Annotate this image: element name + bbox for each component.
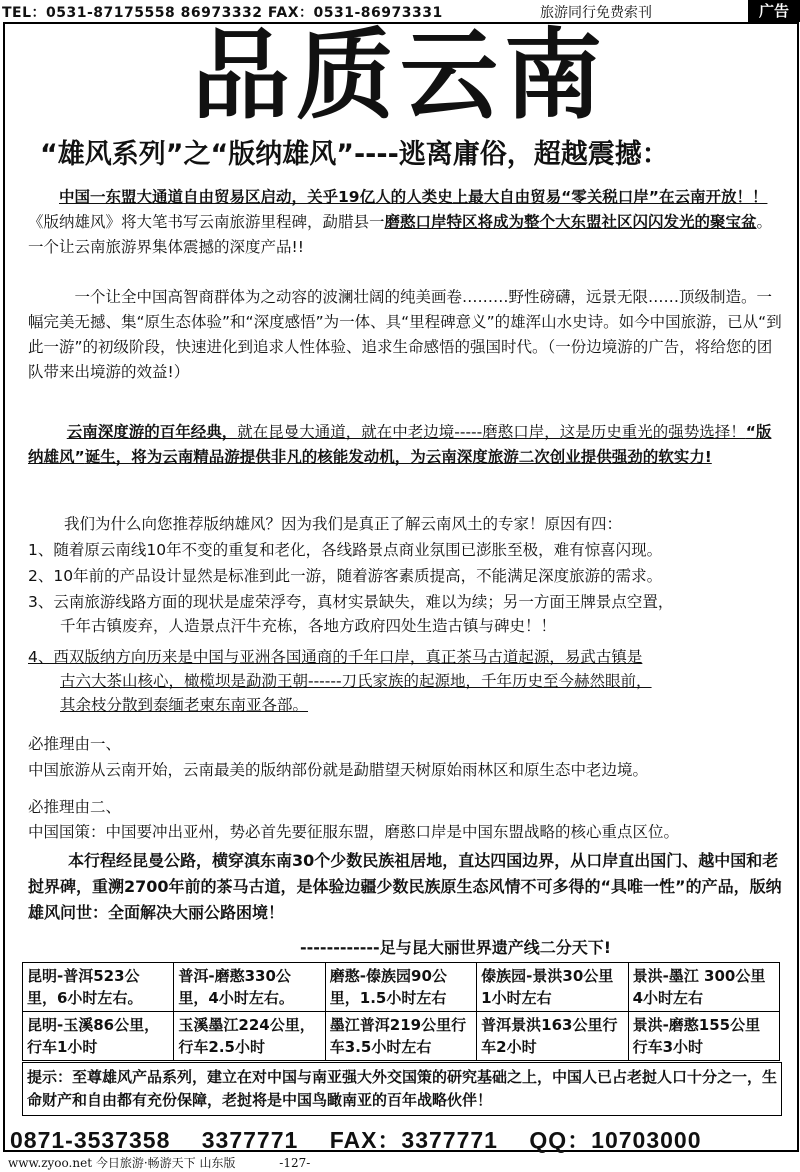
reason-3a: 3、云南旅游线路方面的现状是虚荣浮夸，真材实景缺失，难以为续；另一方面王牌景点空置，: [28, 593, 674, 611]
contact-fax: FAX：3377771: [329, 1127, 498, 1153]
page-number: -127-: [279, 1156, 311, 1170]
route-cell: 景洪-磨憨155公里行车3小时: [628, 1012, 779, 1061]
must-reason-1-text: 中国旅游从云南开始，云南最美的版纳部份就是勐腊望天树原始雨林区和原生态中老边境。: [28, 761, 649, 779]
ad-badge: 广告: [748, 0, 800, 22]
header-tel: TEL：0531-87175558 86973332 FAX：0531-86973331: [2, 5, 443, 21]
reason-3b: 千年古镇废弃，人造景点汗牛充栋，各地方政府四处生造古镇与碑史！！: [60, 617, 557, 635]
classic-p4: 诞生，将为云南精品游提供非凡的核能发动机，为云南深度旅游二次创业提供强劲的软实力!: [84, 448, 712, 466]
vision-p1: 一个让全中国高智商群体为之动容的波澜壮阔的纯美画卷………野性磅礴，远景无限……顶级制造。一幅完美无撼、集“原生态体验”和“深度感悟”为一体、具“里程碑意义”的雄浑山水史诗。如今中国旅游，已从“到此一游”的初级阶段，快速进化到追求人性体验、追求生命感悟的强国时代。: [28, 288, 782, 356]
route-cell: 普洱-磨憨330公里，4小时左右。: [174, 963, 325, 1012]
contact-phone-1: 0871-3537358: [10, 1127, 171, 1153]
contact-phone-2: 3377771: [201, 1127, 299, 1153]
footer-text: www.zyoo.net 今日旅游·畅游天下 山东版: [8, 1156, 236, 1170]
vision-paragraph: [28, 285, 784, 385]
classic-p2: 就在昆曼大通道，就在中老边境-----磨憨口岸，这是历史重光的强势选择！: [237, 423, 746, 441]
reason-1: 1、随着原云南线10年不变的重复和老化，各线路景点商业氛围已澎胀至极，难有惊喜闪现。: [28, 541, 663, 559]
route-cell: 墨江普洱219公里行车3.5小时左右: [325, 1012, 476, 1061]
route-table: [22, 962, 780, 1061]
must-reason-1-title: 必推理由一、: [28, 735, 122, 753]
intro-p2: 《版纳雄风》将大笔书写云南旅游里程碑，勐腊县一: [28, 213, 385, 231]
route-cell: 昆明-普洱523公里，6小时左右。: [23, 963, 174, 1012]
classic-paragraph: [28, 420, 784, 470]
subtitle: “雄风系列”之“版纳雄风”----逃离庸俗，超越震撼：: [40, 139, 669, 170]
classic-p1: 云南深度游的百年经典，: [66, 423, 238, 441]
table-row: [23, 963, 780, 1012]
route-summary: [28, 848, 784, 926]
route-summary-text: 本行程经昆曼公路，横穿滇东南30个少数民族祖居地，直达四国边界，从口岸直出国门、越中国和老挝界碑，重溯2700年前的茶马古道，是体验边疆少数民族原生态风情不可多得的“具唯一性”的产品，版纳雄风问世：全面解决大丽公路困境！: [28, 851, 782, 922]
reason-4b: 古六大茶山核心，橄榄坝是勐泐王朝------刀氏家族的起源地，千年历史至今赫然眼前，: [60, 672, 652, 690]
contact-line: [10, 1122, 790, 1155]
route-cell: 傣族园-景洪30公里1小时左右: [477, 963, 628, 1012]
route-cell: 昆明-玉溪86公里，行车1小时: [23, 1012, 174, 1061]
reason-2: 2、10年前的产品设计显然是标准到此一游，随着游客素质提高，不能满足深度旅游的需求。: [28, 567, 663, 585]
reason-4a: 4、西双版纳方向历来是中国与亚洲各国通商的千年口岸，真正茶马古道起源，易武古镇是: [28, 648, 643, 666]
intro-p3: 磨憨口岸特区将成为整个大东盟社区闪闪发光的聚宝盆: [384, 213, 757, 231]
contact-qq: QQ：10703000: [529, 1127, 702, 1153]
headline: 品质云南: [191, 19, 608, 133]
reasons-intro: 我们为什么向您推荐版纳雄风？因为我们是真正了解云南风土的专家！原因有四：: [64, 515, 623, 533]
route-cell: 磨憨-傣族园90公里，1.5小时左右: [325, 963, 476, 1012]
table-row: [23, 1012, 780, 1061]
intro-paragraph: [28, 185, 784, 260]
footer: [8, 1154, 310, 1171]
tagline: ------------足与昆大丽世界遗产线二分天下!: [300, 938, 611, 957]
route-cell: 玉溪墨江224公里，行车2.5小时: [174, 1012, 325, 1061]
must-reason-2-title: 必推理由二、: [28, 798, 122, 816]
route-cell: 景洪-墨江 300公里4小时左右: [628, 963, 779, 1012]
classic-p3: “版纳雄风”: [28, 423, 772, 466]
header-publication: 旅游同行免费索刊: [540, 5, 652, 21]
must-reason-2-text: 中国国策：中国要冲出亚州，势必首先要征服东盟，磨憨口岸是中国东盟战略的核心重点区位。: [28, 823, 680, 841]
route-cell: 普洱景洪163公里行车2小时: [477, 1012, 628, 1061]
intro-p1: 中国一东盟大通道自由贸易区启动，关乎19亿人的人类史上最大自由贸易“零关税口岸”在云南开放！！: [59, 188, 768, 206]
reason-4c: 其余枝分散到泰缅老柬东南亚各部。: [60, 696, 309, 714]
notice-box: 提示：至尊雄风产品系列，建立在对中国与南亚强大外交国策的研究基础之上，中国人已占老挝人口十分之一，生命财产和自由都有充份保障，老挝将是中国鸟瞰南亚的百年战略伙伴！: [22, 1062, 782, 1116]
intro-p4: 。一个让云南旅游界集体震撼的深度产品!!: [28, 213, 773, 256]
vision-p2: （一份边境游的广告，将给您的团队带来出境游的效益!）: [28, 338, 773, 381]
